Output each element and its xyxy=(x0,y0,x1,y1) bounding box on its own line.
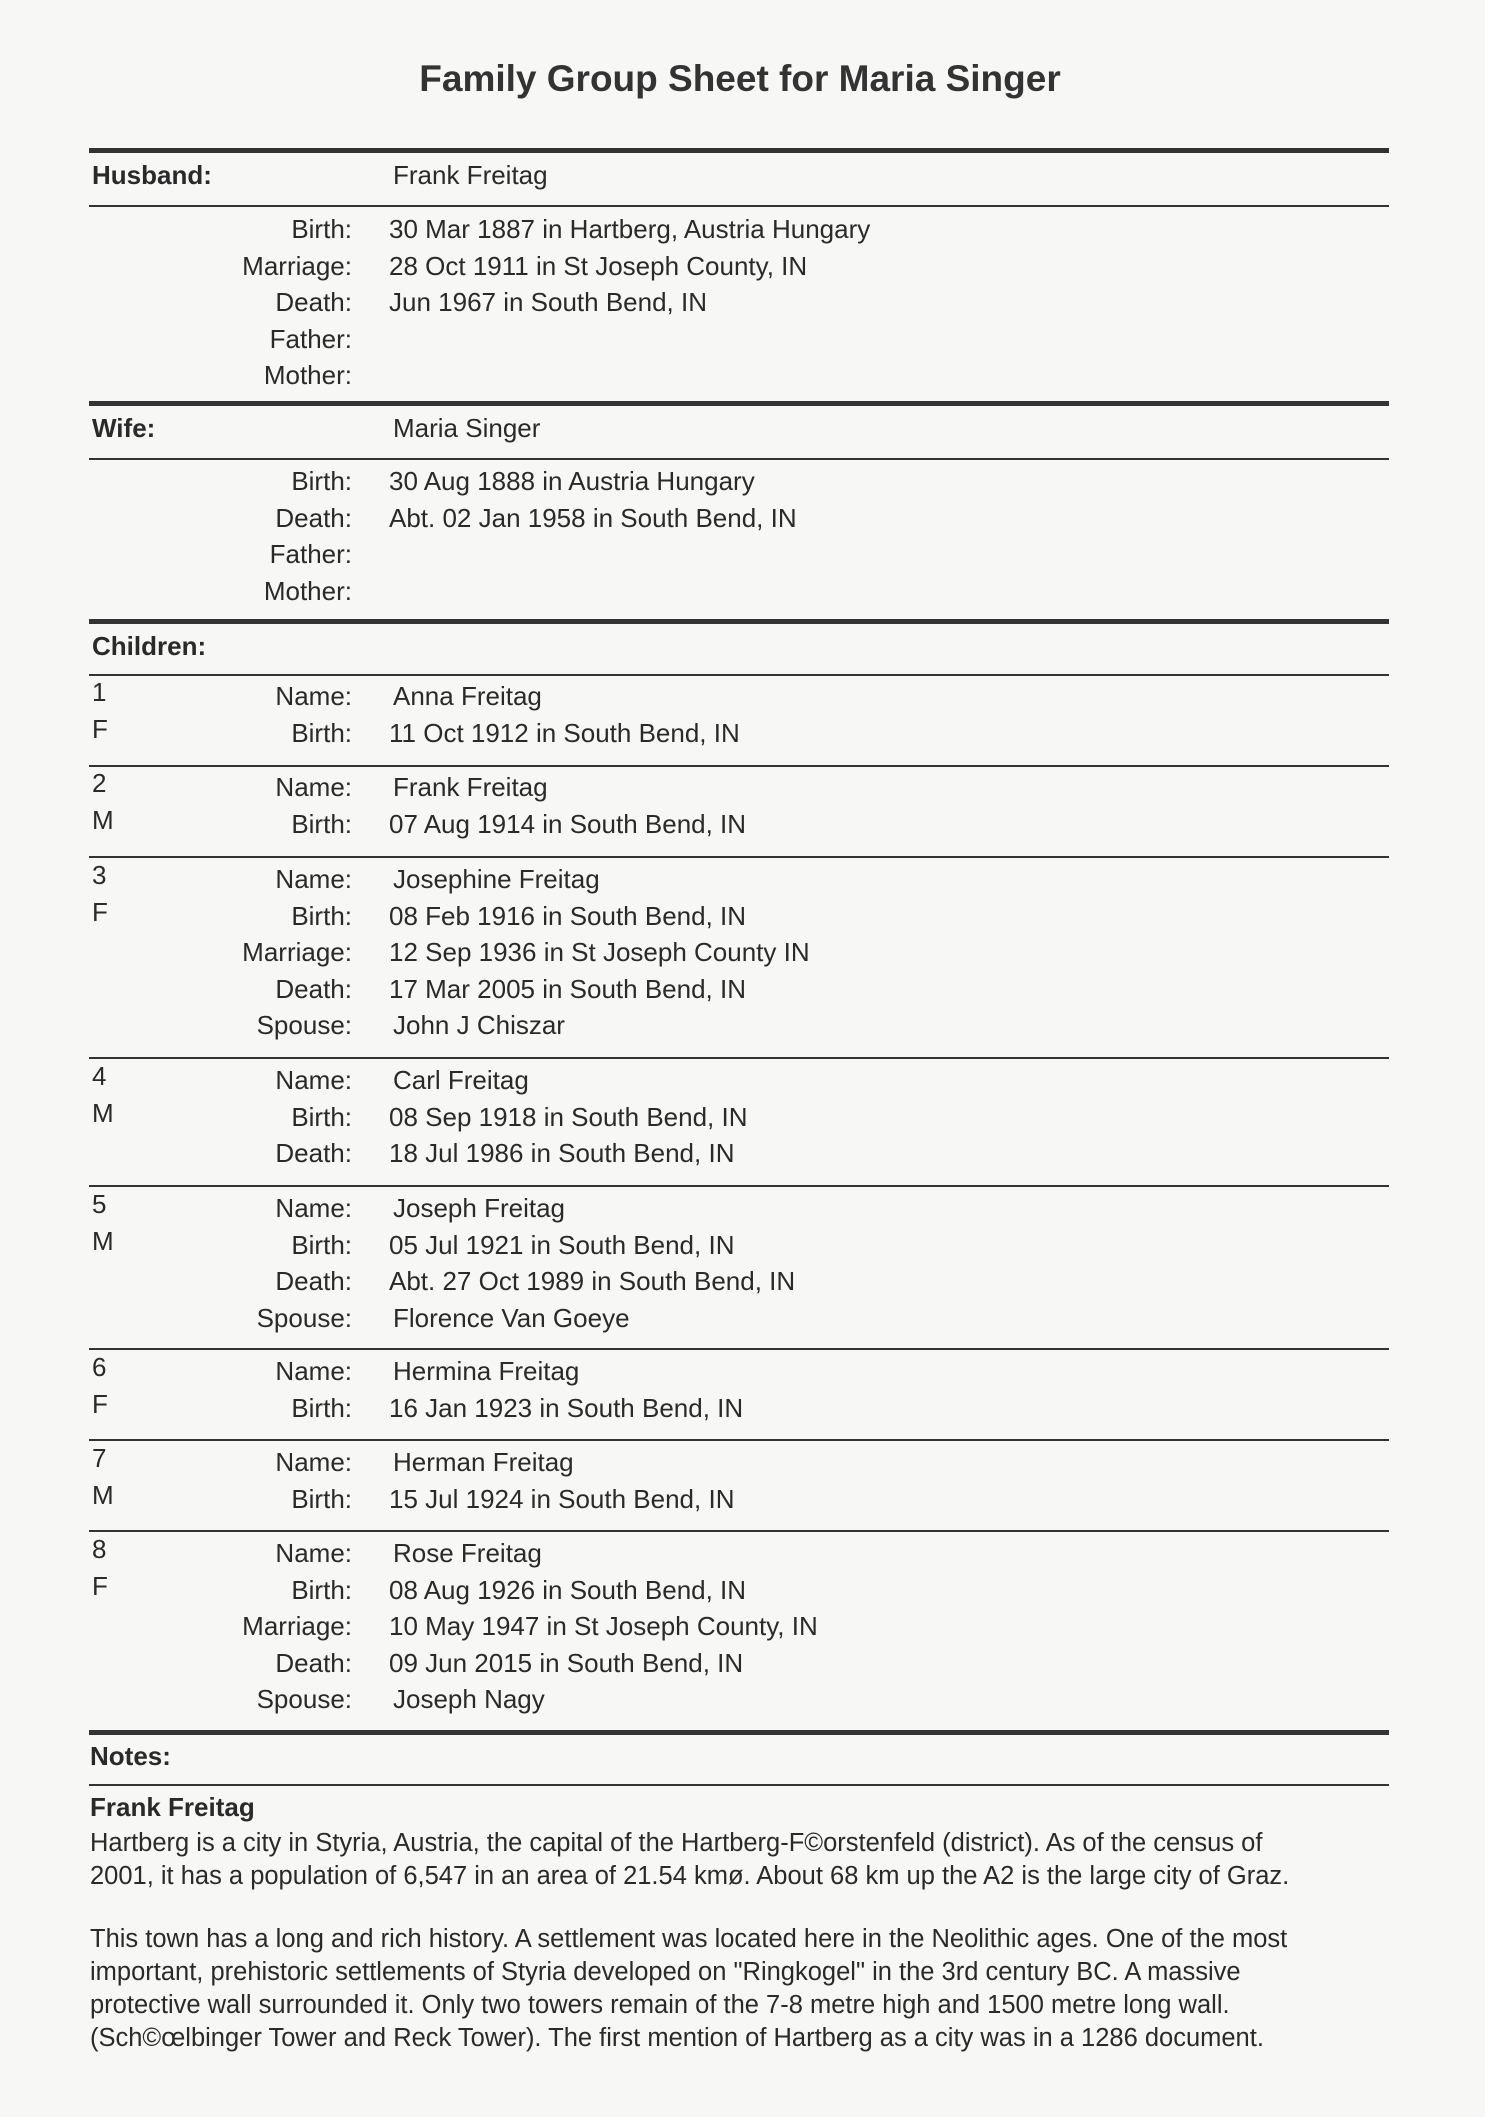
row-divider xyxy=(89,1057,1389,1059)
fact-label: Name: xyxy=(275,864,352,894)
fact-value: 28 Oct 1911 in St Joseph County, IN xyxy=(389,250,808,281)
row-divider xyxy=(89,674,1389,676)
row-divider xyxy=(89,1784,1389,1786)
fact-label: Spouse: xyxy=(256,1302,352,1333)
row-divider xyxy=(89,458,1389,460)
row-divider xyxy=(89,1185,1389,1187)
section-divider xyxy=(89,401,1389,406)
child-number: 2 xyxy=(92,768,107,798)
fact-value: 08 Sep 1918 in South Bend, IN xyxy=(389,1101,748,1132)
notes-line: important, prehistoric settlements of Styria developed on "Ringkogel" in the 3rd century BC. A massive xyxy=(90,1958,1241,1986)
fact-label: Name: xyxy=(275,1356,352,1386)
fact-label: Birth: xyxy=(291,717,352,748)
child-number: 6 xyxy=(92,1352,107,1382)
fact-label: Death: xyxy=(275,1647,352,1678)
notes-paragraph xyxy=(90,1827,1390,1893)
section-divider xyxy=(89,1730,1389,1735)
fact-value: 10 May 1947 in St Joseph County, IN xyxy=(389,1611,818,1641)
child-number: 4 xyxy=(92,1061,107,1091)
fact-label: Death: xyxy=(275,973,352,1004)
fact-value: 12 Sep 1936 in St Joseph County IN xyxy=(389,937,810,967)
row-divider xyxy=(89,205,1389,207)
fact-label: Birth: xyxy=(291,1101,352,1132)
notes-line: Hartberg is a city in Styria, Austria, the capital of the Hartberg-F©orstenfeld (district). As of the census of xyxy=(90,1829,1263,1857)
fact-value: 16 Jan 1923 in South Bend, IN xyxy=(389,1392,744,1423)
child-number: 8 xyxy=(92,1534,107,1564)
fact-value: Jun 1967 in South Bend, IN xyxy=(389,287,708,317)
fact-label: Marriage: xyxy=(242,937,352,967)
fact-label: Mother: xyxy=(263,575,352,606)
child-number: 1 xyxy=(92,677,107,707)
child-sex: M xyxy=(92,1479,114,1510)
fact-value: 07 Aug 1914 in South Bend, IN xyxy=(389,808,747,839)
children-heading: Children: xyxy=(92,631,207,661)
fact-label: Name: xyxy=(275,681,352,711)
fact-label: Spouse: xyxy=(256,1010,352,1040)
fact-value: Abt. 27 Oct 1989 in South Bend, IN xyxy=(389,1266,796,1296)
child-name-value: Rose Freitag xyxy=(393,1538,542,1568)
child-sex: M xyxy=(92,1225,114,1256)
fact-label: Marriage: xyxy=(242,250,352,281)
child-number: 3 xyxy=(92,860,107,890)
fact-value: 15 Jul 1924 in South Bend, IN xyxy=(389,1483,735,1514)
row-divider xyxy=(89,1439,1389,1441)
fact-label: Name: xyxy=(275,1193,352,1223)
fact-label: Birth: xyxy=(291,214,352,244)
fact-value: 30 Mar 1887 in Hartberg, Austria Hungary xyxy=(389,214,871,244)
child-name-value: John J Chiszar xyxy=(393,1010,565,1040)
child-name-value: Joseph Nagy xyxy=(393,1684,545,1714)
fact-value: 08 Aug 1926 in South Bend, IN xyxy=(389,1574,747,1605)
child-name-value: Carl Freitag xyxy=(393,1065,529,1095)
row-divider xyxy=(89,765,1389,767)
fact-label: Father: xyxy=(269,323,352,354)
fact-label: Name: xyxy=(275,1447,352,1477)
notes-heading: Notes: xyxy=(90,1741,171,1771)
section-divider xyxy=(89,148,1389,153)
fact-label: Death: xyxy=(275,1266,352,1296)
fact-label: Birth: xyxy=(291,1229,352,1260)
notes-line: (Sch©œlbinger Tower and Reck Tower). The first mention of Hartberg as a city was in a 1286 document. xyxy=(90,2024,1264,2052)
child-name-value: Frank Freitag xyxy=(393,772,548,802)
fact-value: Abt. 02 Jan 1958 in South Bend, IN xyxy=(389,502,797,533)
notes-line: This town has a long and rich history. A settlement was located here in the Neolithic ages. One of the most xyxy=(90,1925,1288,1953)
child-sex: F xyxy=(92,1570,108,1601)
fact-label: Birth: xyxy=(291,808,352,839)
fact-label: Birth: xyxy=(291,1483,352,1514)
wife-name: Maria Singer xyxy=(393,413,541,443)
child-name-value: Florence Van Goeye xyxy=(393,1302,630,1333)
notes-body xyxy=(90,1827,1390,2085)
fact-value: 09 Jun 2015 in South Bend, IN xyxy=(389,1647,744,1678)
fact-label: Spouse: xyxy=(256,1684,352,1714)
fact-label: Death: xyxy=(275,287,352,317)
child-sex: F xyxy=(92,1388,108,1419)
fact-label: Name: xyxy=(275,1538,352,1568)
child-number: 7 xyxy=(92,1443,107,1473)
child-name-value: Herman Freitag xyxy=(393,1447,574,1477)
fact-label: Death: xyxy=(275,1138,352,1168)
child-sex: M xyxy=(92,1097,114,1128)
row-divider xyxy=(89,1348,1389,1350)
fact-label: Birth: xyxy=(291,1574,352,1605)
fact-value: 11 Oct 1912 in South Bend, IN xyxy=(389,717,740,748)
fact-label: Birth: xyxy=(291,900,352,931)
fact-label: Birth: xyxy=(291,466,352,496)
row-divider xyxy=(89,1530,1389,1532)
child-number: 5 xyxy=(92,1189,107,1219)
child-name-value: Joseph Freitag xyxy=(393,1193,565,1223)
fact-value: 05 Jul 1921 in South Bend, IN xyxy=(389,1229,735,1260)
fact-label: Name: xyxy=(275,1065,352,1095)
husband-name: Frank Freitag xyxy=(393,160,548,190)
fact-label: Birth: xyxy=(291,1392,352,1423)
fact-value: 17 Mar 2005 in South Bend, IN xyxy=(389,973,747,1004)
fact-value: 08 Feb 1916 in South Bend, IN xyxy=(389,900,747,931)
notes-paragraph xyxy=(90,1923,1390,2055)
notes-line: 2001, it has a population of 6,547 in an area of 21.54 kmø. About 68 km up the A2 is the large city of Graz. xyxy=(90,1862,1290,1890)
section-divider xyxy=(89,619,1389,624)
child-sex: F xyxy=(92,713,108,744)
husband-heading: Husband: xyxy=(92,160,212,190)
child-sex: M xyxy=(92,804,114,835)
fact-label: Marriage: xyxy=(242,1611,352,1641)
notes-line: protective wall surrounded it. Only two towers remain of the 7-8 metre high and 1500 metre long wall. xyxy=(90,1991,1230,2019)
fact-value: 18 Jul 1986 in South Bend, IN xyxy=(389,1138,735,1168)
child-name-value: Anna Freitag xyxy=(393,681,542,711)
fact-label: Father: xyxy=(269,539,352,569)
wife-heading: Wife: xyxy=(92,413,156,443)
child-name-value: Josephine Freitag xyxy=(393,864,600,894)
child-sex: F xyxy=(92,896,108,927)
fact-label: Mother: xyxy=(263,360,352,390)
fact-value: 30 Aug 1888 in Austria Hungary xyxy=(389,466,755,496)
row-divider xyxy=(89,856,1389,858)
fact-label: Death: xyxy=(275,502,352,533)
notes-subject: Frank Freitag xyxy=(90,1792,255,1822)
fact-label: Name: xyxy=(275,772,352,802)
page-title: Family Group Sheet for Maria Singer xyxy=(419,58,1061,99)
child-name-value: Hermina Freitag xyxy=(393,1356,580,1386)
